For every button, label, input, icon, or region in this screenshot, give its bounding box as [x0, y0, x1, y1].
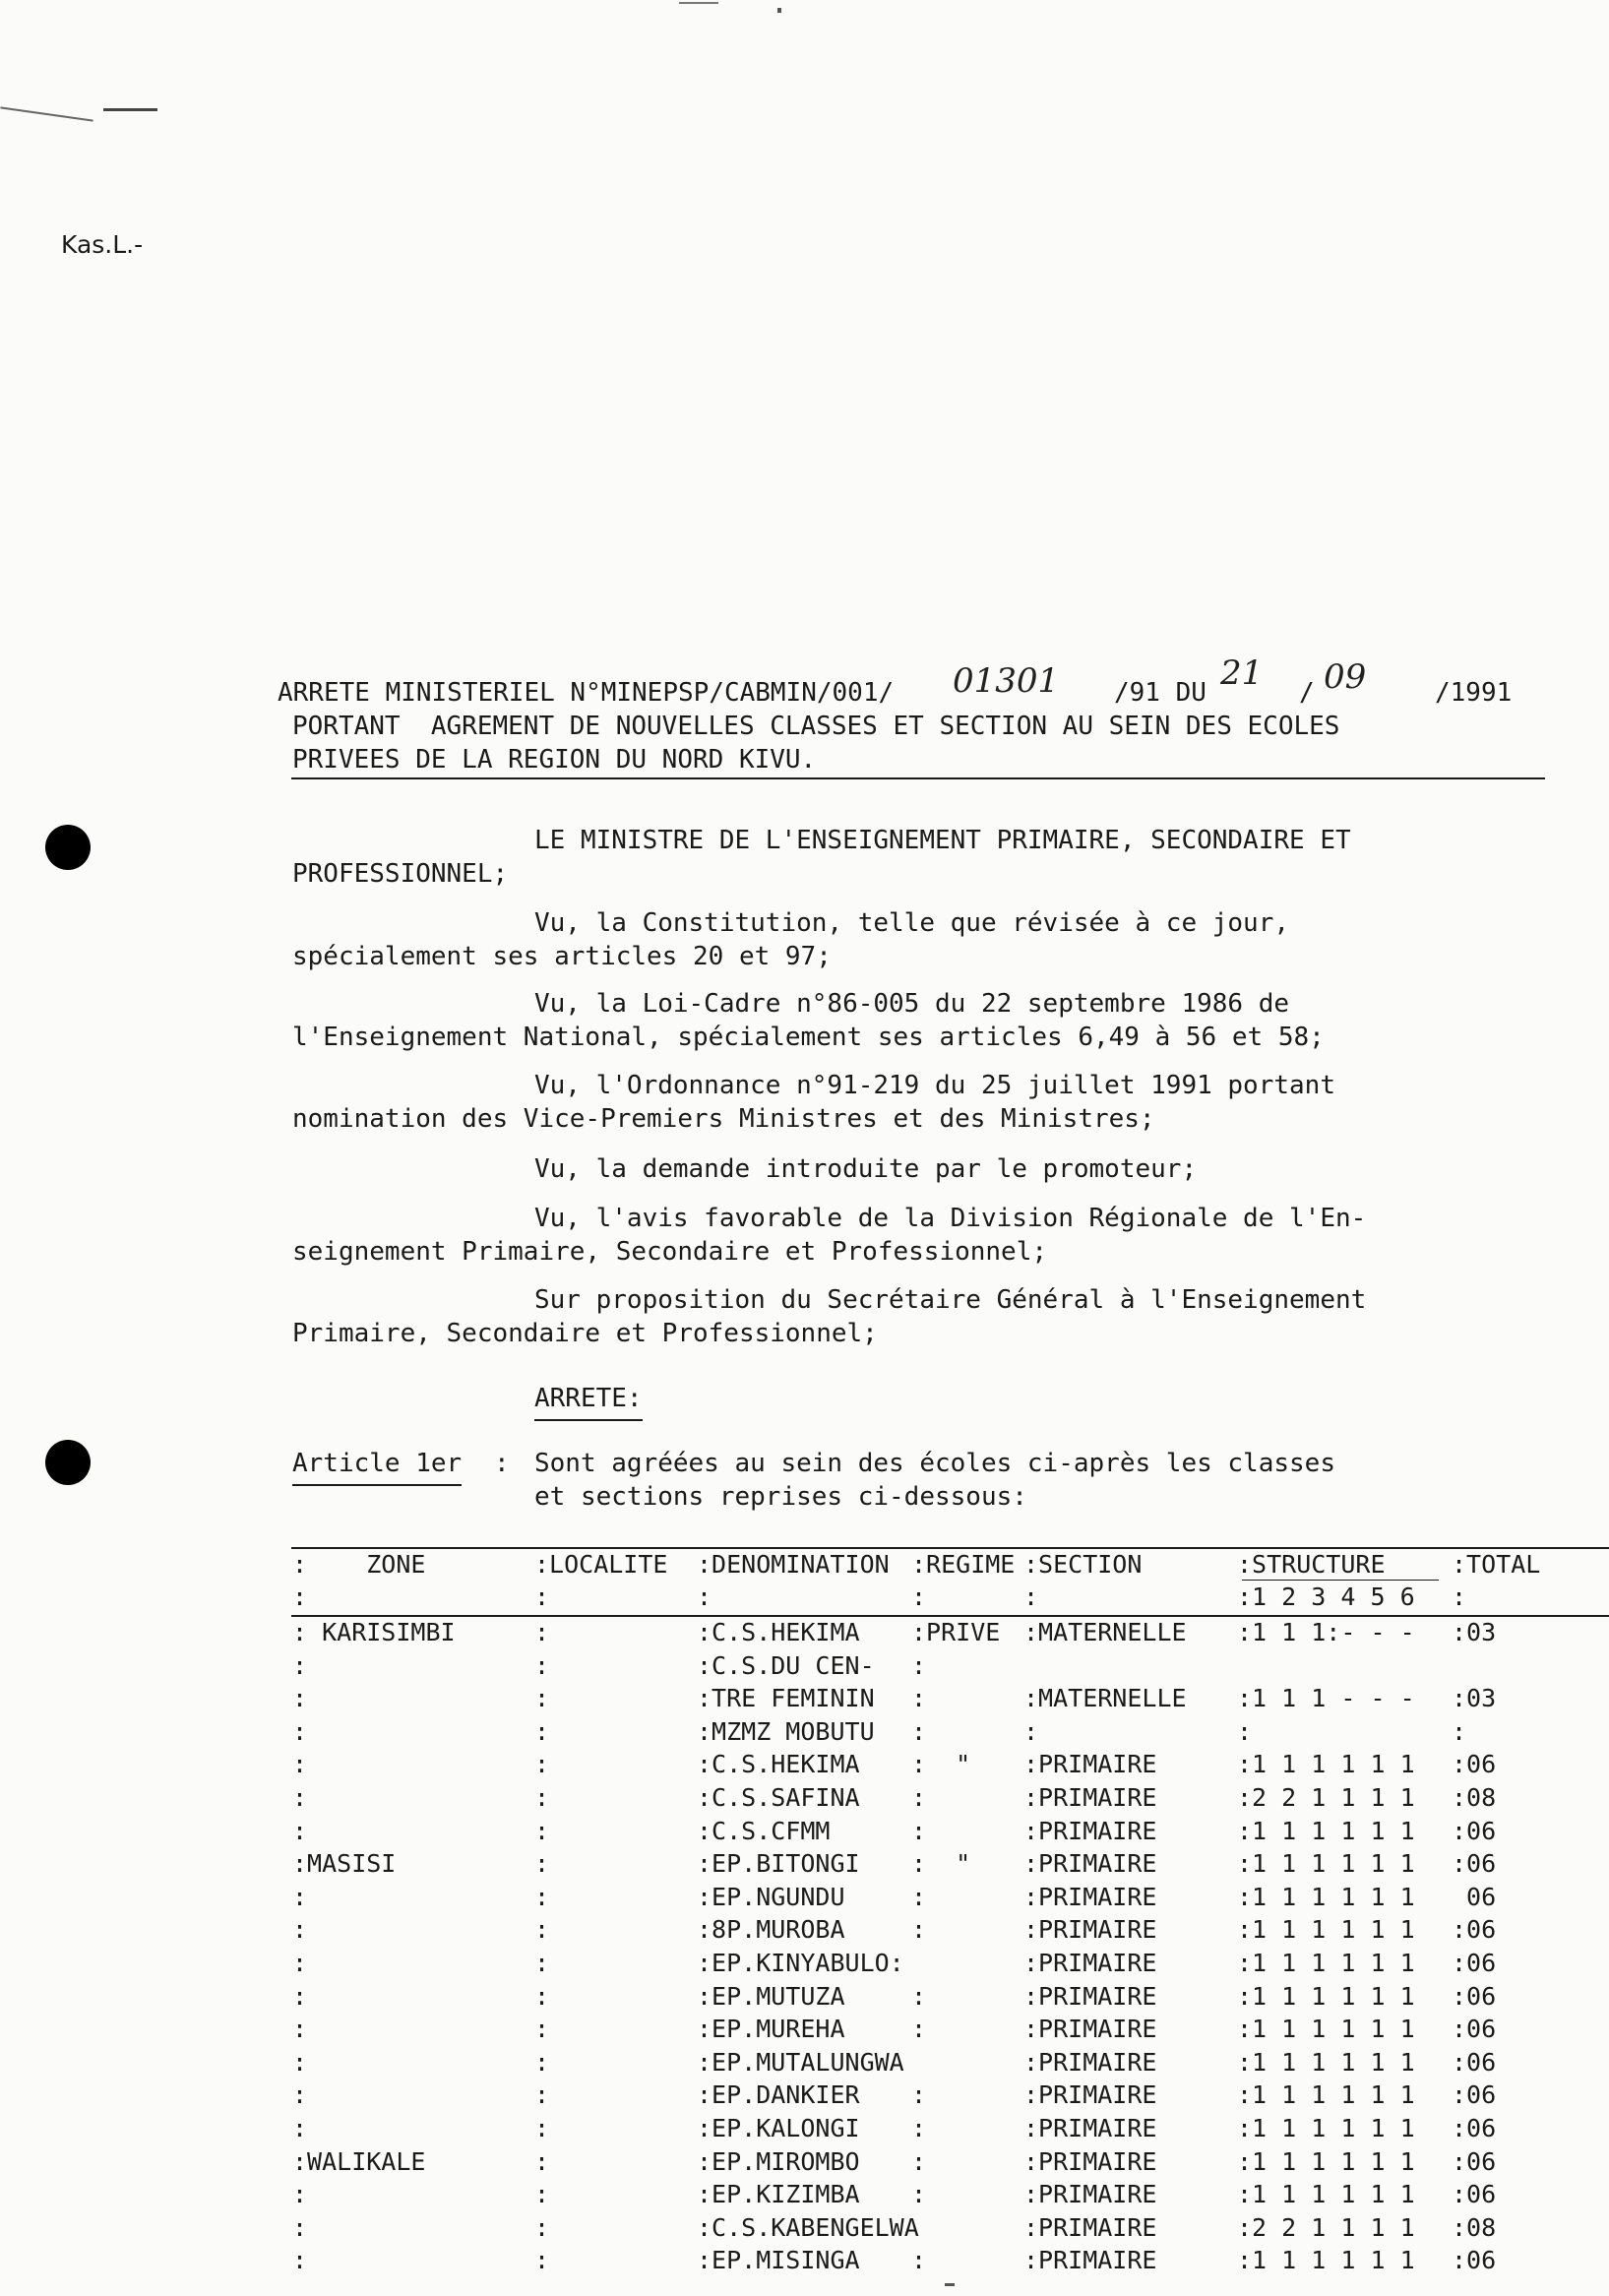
structure-cell: :1 1 1 1 1 1 [1237, 2246, 1415, 2275]
regime-cell: : [911, 2146, 927, 2176]
structure-cell: :1 1 1 1 1 1 [1237, 2080, 1415, 2110]
section-cell: :PRIMAIRE [1023, 2180, 1157, 2209]
structure-cell: :1 1 1:- - - [1237, 1618, 1415, 1646]
total-cell: :08 [1452, 1783, 1497, 1812]
structure-cell: :2 2 1 1 1 1 [1237, 2212, 1415, 2242]
proposition-line-1: Sur proposition du Secrétaire Général à l'Enseignement [534, 1285, 1367, 1315]
localite-cell: : [534, 2047, 550, 2077]
denomination-cell: :C.S.HEKIMA [697, 1618, 860, 1646]
denomination-cell: :EP.MIROMBO [697, 2146, 860, 2176]
section-cell: :PRIMAIRE [1023, 1816, 1157, 1845]
initials: Kas.L.- [61, 230, 144, 259]
table-row [0, 2112, 1497, 2144]
scan-mark [103, 108, 157, 111]
regime-cell: : [911, 2246, 927, 2275]
section-cell: :MATERNELLE [1023, 1684, 1187, 1713]
regime-cell: : [911, 1882, 927, 1911]
section-cell: :PRIMAIRE [1023, 2015, 1157, 2044]
structure-cell: :1 1 1 1 1 1 [1237, 2180, 1415, 2209]
section-cell: :PRIMAIRE [1023, 1882, 1157, 1911]
header-section-colon: : [1023, 1582, 1039, 1611]
regime-cell: : [911, 1716, 927, 1746]
header-regime-colon: : [911, 1582, 927, 1611]
proposition-line-2: Primaire, Secondaire et Professionnel; [292, 1319, 878, 1348]
total-cell: :06 [1452, 2114, 1497, 2142]
table-row [0, 1847, 1497, 1880]
zone-cell: : [292, 2047, 308, 2077]
regime-cell: : [911, 1783, 927, 1812]
table-top-rule [291, 1547, 1609, 1549]
table-row [0, 1715, 1467, 1748]
total-cell: 06 [1452, 1882, 1497, 1911]
scan-mark [945, 2283, 955, 2286]
structure-cell: :1 1 1 1 1 1 [1237, 2015, 1415, 2044]
constitution-line-2: spécialement ses articles 20 et 97; [292, 942, 832, 971]
denomination-cell: :EP.KIZIMBA [697, 2180, 860, 2209]
scan-mark [679, 2, 718, 4]
localite-cell: : [534, 1981, 550, 2011]
localite-cell: : [534, 1915, 550, 1945]
header-structure: :STRUCTURE [1237, 1550, 1386, 1579]
total-cell: :06 [1452, 1949, 1497, 1977]
punch-hole [45, 1440, 91, 1485]
title-rule [291, 777, 1545, 779]
localite-cell: : [534, 1783, 550, 1812]
localite-cell: : [534, 1949, 550, 1977]
avis-line-2: seignement Primaire, Secondaire et Professionnel; [292, 1237, 1048, 1267]
denomination-cell: :EP.MUREHA [697, 2015, 845, 2044]
total-cell: :06 [1452, 1915, 1497, 1945]
localite-cell: : [534, 1882, 550, 1911]
section-cell: : [1023, 1716, 1039, 1746]
table-row [0, 1913, 1497, 1946]
denomination-cell: :TRE FEMININ [697, 1684, 875, 1713]
header-total-colon: : [1452, 1582, 1467, 1611]
avis-line-1: Vu, l'avis favorable de la Division Régionale de l'En- [534, 1204, 1367, 1233]
regime-cell: : " [911, 1750, 971, 1779]
denomination-cell: :C.S.SAFINA [697, 1783, 860, 1812]
denomination-cell: :EP.MISINGA [697, 2246, 860, 2275]
zone-cell: : [292, 1915, 308, 1945]
localite-cell: : [534, 1684, 550, 1713]
loi-cadre-line-1: Vu, la Loi-Cadre n°86-005 du 22 septembre 1986 de [534, 989, 1290, 1019]
table-row [0, 1649, 1378, 1682]
denomination-cell: :8P.MUROBA [697, 1915, 845, 1945]
table-row [0, 2211, 1497, 2244]
decree-year: /1991 [1435, 678, 1513, 708]
zone-cell: : [292, 2212, 308, 2242]
localite-cell: : [534, 2146, 550, 2176]
header-zone-colon: : [292, 1582, 308, 1611]
section-cell: :PRIMAIRE [1023, 1981, 1157, 2011]
table-row [0, 1748, 1497, 1780]
zone-cell: : [292, 2080, 308, 2110]
handwritten-month: 09 [1324, 657, 1367, 697]
header-regime: :REGIME [911, 1550, 1016, 1579]
zone-cell: : [292, 1949, 308, 1977]
total-cell: : [1452, 1716, 1467, 1746]
regime-cell: : [911, 2180, 927, 2209]
demande-line: Vu, la demande introduite par le promoteur; [534, 1154, 1198, 1184]
section-cell: :PRIMAIRE [1023, 1849, 1157, 1879]
section-cell: :PRIMAIRE [1023, 2080, 1157, 2110]
section-cell: :MATERNELLE [1023, 1618, 1187, 1646]
loi-cadre-line-2: l'Enseignement National, spécialement ses articles 6,49 à 56 et 58; [292, 1023, 1325, 1052]
total-cell: :06 [1452, 2180, 1497, 2209]
decree-reference-mid: /91 DU [1114, 678, 1207, 708]
structure-sub-rule [1242, 1580, 1439, 1581]
section-cell: :PRIMAIRE [1023, 1949, 1157, 1977]
total-cell: :06 [1452, 1750, 1497, 1779]
header-localite-colon: : [534, 1582, 550, 1611]
localite-cell: : [534, 1618, 550, 1646]
regime-cell: : [911, 2015, 927, 2044]
denomination-cell: :EP.MUTUZA [697, 1981, 845, 2011]
article-colon: : [494, 1449, 510, 1478]
regime-cell: : [911, 1981, 927, 2011]
structure-cell: :1 1 1 1 1 1 [1237, 1816, 1415, 1845]
section-cell: :PRIMAIRE [1023, 2114, 1157, 2142]
regime-cell: : [911, 2114, 927, 2142]
regime-cell: : [911, 1816, 927, 1845]
section-cell: :PRIMAIRE [1023, 2246, 1157, 2275]
structure-cell: : [1237, 1716, 1253, 1746]
structure-cell: :1 1 1 1 1 1 [1237, 1750, 1415, 1779]
zone-cell: : [292, 1750, 308, 1779]
zone-cell: : [292, 2180, 308, 2209]
minister-line-1: LE MINISTRE DE L'ENSEIGNEMENT PRIMAIRE, SECONDAIRE ET [534, 826, 1351, 855]
table-row [0, 2244, 1497, 2276]
ordonnance-line-2: nomination des Vice-Premiers Ministres et des Ministres; [292, 1104, 1155, 1134]
regime-cell: : [911, 1650, 927, 1680]
table-row [0, 1682, 1497, 1714]
structure-cell: :1 1 1 1 1 1 [1237, 1849, 1415, 1879]
arrete-heading: ARRETE: [534, 1383, 643, 1421]
denomination-cell: :EP.NGUNDU [697, 1882, 845, 1911]
zone-cell: : [292, 1981, 308, 2011]
zone-cell: : [292, 1650, 308, 1680]
structure-cell: :1 1 1 1 1 1 [1237, 2146, 1415, 2176]
denomination-cell: :MZMZ MOBUTU [697, 1716, 875, 1746]
structure-cell: :1 1 1 1 1 1 [1237, 1981, 1415, 2011]
zone-cell: :WALIKALE [292, 2146, 426, 2176]
zone-cell: : [292, 1783, 308, 1812]
table-row [0, 2046, 1497, 2079]
zone-cell: : [292, 1684, 308, 1713]
zone-cell: : [292, 2114, 308, 2142]
decree-subject-line-1: PORTANT AGREMENT DE NOUVELLES CLASSES ET SECTION AU SEIN DES ECOLES [292, 712, 1340, 741]
regime-cell: : [911, 2080, 927, 2110]
total-cell: :03 [1452, 1618, 1497, 1646]
localite-cell: : [534, 2015, 550, 2044]
localite-cell: : [534, 2212, 550, 2242]
header-structure-digits: :1 2 3 4 5 6 [1237, 1582, 1415, 1611]
localite-cell: : [534, 1849, 550, 1879]
localite-cell: : [534, 1716, 550, 1746]
total-cell: :06 [1452, 2015, 1497, 2044]
denomination-cell: :C.S.CFMM [697, 1816, 831, 1845]
section-cell: :PRIMAIRE [1023, 2047, 1157, 2077]
table-row [0, 2145, 1497, 2178]
zone-cell: : KARISIMBI [292, 1618, 456, 1646]
table-row [0, 1815, 1497, 1847]
section-cell: :PRIMAIRE [1023, 1750, 1157, 1779]
total-cell: :06 [1452, 2246, 1497, 2275]
minister-line-2: PROFESSIONNEL; [292, 859, 509, 889]
total-cell: :03 [1452, 1684, 1497, 1713]
total-cell: :06 [1452, 1849, 1497, 1879]
localite-cell: : [534, 1650, 550, 1680]
regime-cell: : [911, 1684, 927, 1713]
header-denomination-colon: : [697, 1582, 712, 1611]
structure-cell: :1 1 1 1 1 1 [1237, 2047, 1415, 2077]
article-label: Article 1er [292, 1448, 462, 1486]
structure-cell: :1 1 1 1 1 1 [1237, 1882, 1415, 1911]
decree-reference-prefix: ARRETE MINISTERIEL N°MINEPSP/CABMIN/001/ [278, 678, 895, 708]
table-row [0, 2178, 1497, 2210]
header-section: :SECTION [1023, 1550, 1143, 1579]
table-row [0, 1616, 1497, 1648]
denomination-cell: :EP.KINYABULO: [697, 1949, 904, 1977]
denomination-cell: :EP.KALONGI [697, 2114, 860, 2142]
structure-cell: :1 1 1 1 1 1 [1237, 2114, 1415, 2142]
table-header-rule [291, 1615, 1609, 1617]
table-row [0, 2079, 1497, 2111]
denomination-cell: :C.S.HEKIMA [697, 1750, 860, 1779]
scan-mark [777, 8, 781, 13]
zone-cell: : [292, 1716, 308, 1746]
structure-cell: :1 1 1 1 1 1 [1237, 1949, 1415, 1977]
ordonnance-line-1: Vu, l'Ordonnance n°91-219 du 25 juillet 1991 portant [534, 1071, 1335, 1100]
table-row [0, 1980, 1497, 2013]
punch-hole [45, 825, 91, 870]
localite-cell: : [534, 2114, 550, 2142]
denomination-cell: :C.S.KABENGELWA [697, 2212, 919, 2242]
article-text-line-1: Sont agréées au sein des écoles ci-après les classes [534, 1449, 1335, 1478]
total-cell: :06 [1452, 1816, 1497, 1845]
handwritten-day: 21 [1220, 653, 1264, 693]
zone-cell: : [292, 2246, 308, 2275]
denomination-cell: :EP.DANKIER [697, 2080, 860, 2110]
denomination-cell: :EP.BITONGI [697, 1849, 860, 1879]
total-cell: :06 [1452, 2047, 1497, 2077]
denomination-cell: :C.S.DU CEN- [697, 1650, 875, 1680]
localite-cell: : [534, 1750, 550, 1779]
header-zone: : ZONE [292, 1550, 426, 1579]
regime-cell: : " [911, 1849, 971, 1879]
header-denomination: :DENOMINATION [697, 1550, 890, 1579]
regime-cell: :PRIVE [911, 1618, 1001, 1646]
localite-cell: : [534, 1816, 550, 1845]
handwritten-decree-number: 01301 [953, 661, 1060, 701]
header-total: :TOTAL [1452, 1550, 1541, 1579]
total-cell: :06 [1452, 1981, 1497, 2011]
section-cell: :PRIMAIRE [1023, 1783, 1157, 1812]
header-localite: :LOCALITE [534, 1550, 668, 1579]
structure-cell: :2 2 1 1 1 1 [1237, 1783, 1415, 1812]
structure-cell: :1 1 1 1 1 1 [1237, 1915, 1415, 1945]
zone-cell: : [292, 1816, 308, 1845]
regime-cell: : [911, 1915, 927, 1945]
table-row [0, 2013, 1497, 2045]
localite-cell: : [534, 2180, 550, 2209]
date-slash: / [1299, 678, 1315, 708]
section-cell: :PRIMAIRE [1023, 2146, 1157, 2176]
zone-cell: : [292, 2015, 308, 2044]
section-cell: :PRIMAIRE [1023, 2212, 1157, 2242]
table-row [0, 1881, 1497, 1913]
total-cell: :06 [1452, 2146, 1497, 2176]
table-row [0, 1781, 1497, 1814]
localite-cell: : [534, 2246, 550, 2275]
zone-cell: : [292, 1882, 308, 1911]
denomination-cell: :EP.MUTALUNGWA [697, 2047, 904, 2077]
zone-cell: :MASISI [292, 1849, 397, 1879]
total-cell: :06 [1452, 2080, 1497, 2110]
localite-cell: : [534, 2080, 550, 2110]
constitution-line-1: Vu, la Constitution, telle que révisée à ce jour, [534, 908, 1290, 938]
table-row [0, 1947, 1497, 1979]
decree-subject-line-2: PRIVEES DE LA REGION DU NORD KIVU. [292, 745, 817, 775]
scan-mark [0, 106, 93, 121]
structure-cell: :1 1 1 - - - [1237, 1684, 1415, 1713]
article-text-line-2: et sections reprises ci-dessous: [534, 1482, 1027, 1512]
total-cell: :08 [1452, 2212, 1497, 2242]
section-cell: :PRIMAIRE [1023, 1915, 1157, 1945]
